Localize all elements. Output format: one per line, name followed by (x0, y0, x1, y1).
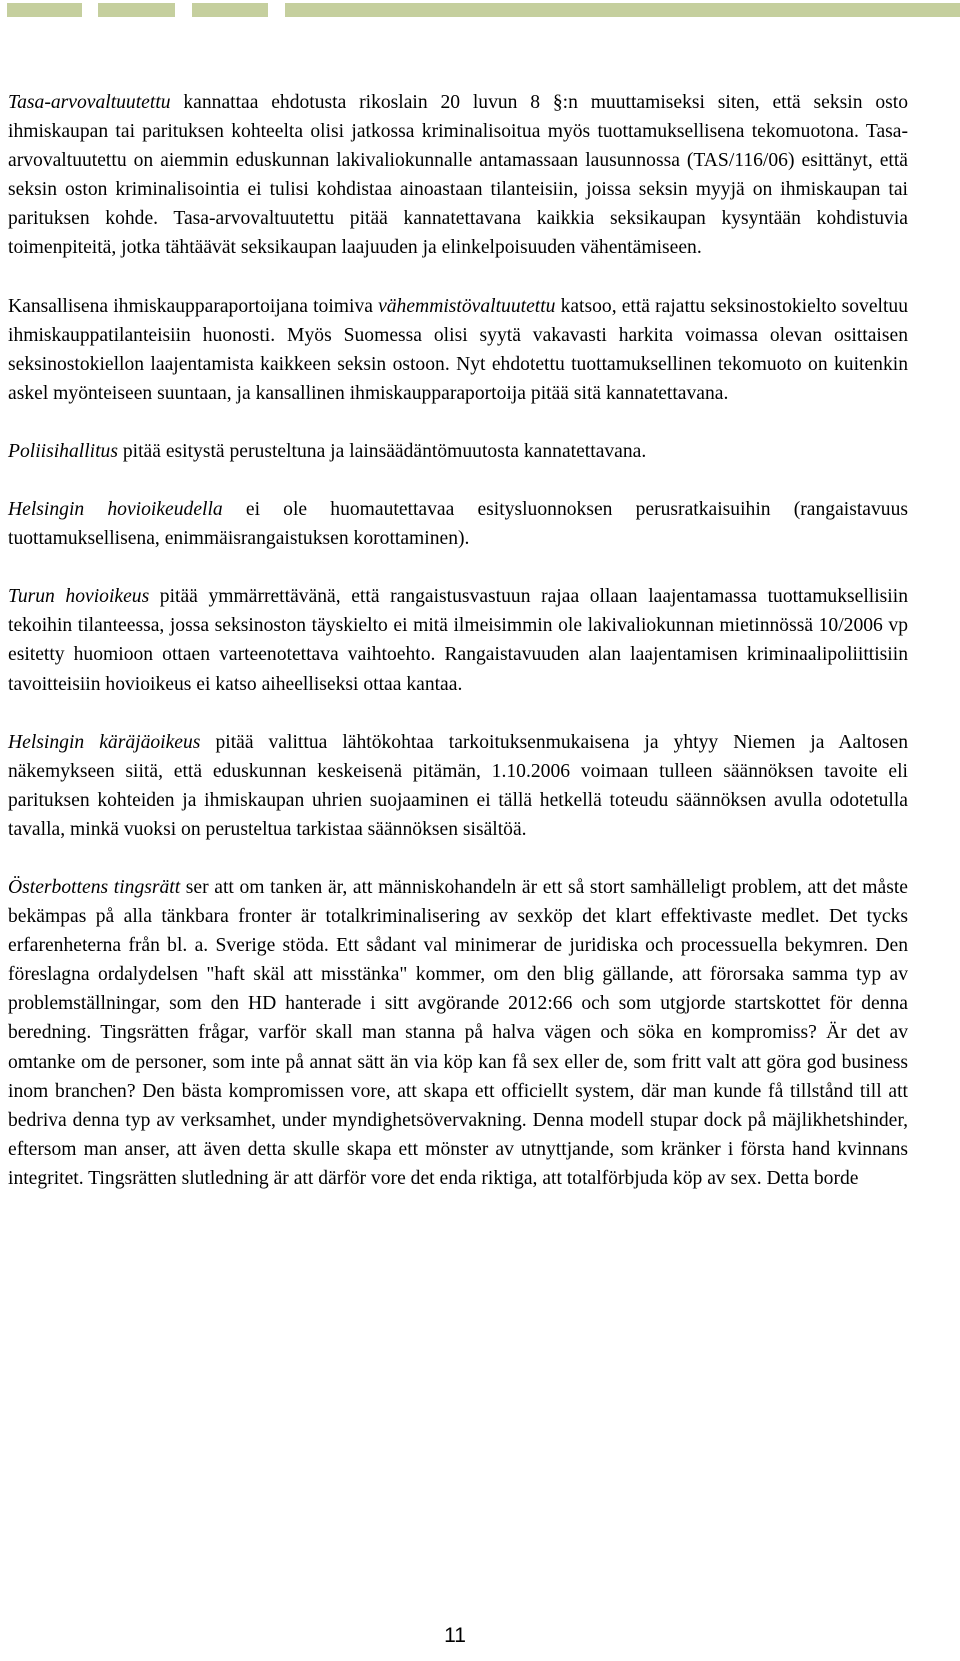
header-bar (98, 3, 175, 17)
paragraph-text: kannattaa ehdotusta rikoslain 20 luvun 8 §:n muuttamiseksi siten, että seksin osto ihmiskaupan tai parituksen kohteelta olisi jatkossa kriminalisoitua myös tuottamuksellisena tekomuotona. Tasa-arvovaltuutettu on aiemmin eduskunnan lakivaliokunnalle antamassaan lausunnossa (TAS/116/06) esittänyt, että seksin oston kriminalisointia ei tulisi kohdistaa ainoastaan tilanteisiin, joissa seksin myyjä on ihmiskaupan tai parituksen kohde. Tasa-arvovaltuutettu pitää kannatettavana kaikkia seksikaupan kysyntään kohdistuvia toimenpiteitä, jotka tähtäävät seksikaupan laajuuden ja elinkelpoisuuden vähentämiseen. (8, 92, 908, 259)
paragraph-lead: Tasa-arvovaltuutettu (8, 92, 171, 113)
header-bar (285, 3, 960, 17)
header-bar (192, 3, 268, 17)
document-body (8, 88, 908, 1193)
paragraph-text: ser att om tanken är, att människohandeln är ett så stort samhälleligt problem, att det måste bekämpas på alla tänkbara fronter är totalkriminalisering av sexköp det klart effektivaste medlet. Det tycks erfarenheterna från bl. a. Sverige stöda. Ett sådant val minimerar de juridiska och processuella bekymren. Den föreslagna ordalydelsen "haft skäl att misstänka" kommer, om den blig gällande, att förorsaka samma typ av problemställningar, som den HD hanterade i sitt avgörande 2012:66 och som utgjorde startskottet för denna beredning. Tingsrätten frågar, varför skall man stanna på halva vägen och söka en kompromiss? Är det av omtanke om de personer, som inte på annat sätt än via köp kan få sex eller de, som fritt valt att göra god business inom branchen? Den bästa kompromissen vore, att skapa ett officiellt system, där man kunde få tillstånd till att bedriva denna typ av verksamhet, under myndighetsövervakning. Denna modell stupar dock på mäjlikhetshinder, eftersom man anser, att även detta skulle skapa ett mönster av utnyttjande, som kränker i första hand kvinnans integritet. Tingsrätten slutledning är att därför vore det enda riktiga, att totalförbjuda köp av sex. Detta borde (8, 876, 908, 1189)
paragraph-turun-hovioikeus (8, 582, 908, 698)
page-number: 11 (444, 1624, 466, 1647)
paragraph-lead: Turun hovioikeus (8, 586, 150, 608)
paragraph-text: pitää esitystä perusteltuna ja lainsäädäntömuutosta kannatettavana. (117, 440, 647, 462)
paragraph-lead: Poliisihallitus (8, 440, 118, 462)
paragraph-text: pitää valittua lähtökohtaa tarkoituksenmukaisena ja yhtyy Niemen ja Aaltosen näkemykseen siitä, että eduskunnan keskeisenä pitämän, 1.10.2006 voimaan tulleen säännöksen tavoite eli parituksen kohteiden ja ihmiskaupan uhrien suojaaminen ei tällä hetkellä toteudu säännöksen avulla odotetulla tavalla, minkä vuoksi on perusteltua tarkistaa säännöksen sisältöä. (8, 731, 908, 840)
paragraph-helsingin-karajaoikeus (8, 728, 908, 844)
paragraph-lead: Helsingin hovioikeudella (8, 499, 223, 521)
paragraph-helsingin-hovioikeus (8, 495, 908, 553)
paragraph-vahemmistovaltuutettu (8, 292, 908, 408)
paragraph-lead: Helsingin käräjäoikeus (8, 731, 201, 753)
paragraph-osterbottens-tingsratt (8, 873, 908, 1193)
paragraph-text: ei ole huomautettavaa esitysluonnoksen perusratkaisuihin (rangaistavuus tuottamuksellisena, enimmäisrangaistuksen korottaminen). (8, 499, 908, 550)
paragraph-pre: Kansallisena ihmiskaupparaportoijana toimiva (8, 295, 379, 317)
paragraph-text: katsoo, että rajattu seksinostokielto soveltuu ihmiskauppatilanteisiin huonosti. Myös Suomessa olisi syytä vakavasti harkita voimassa olevan osittaisen seksinostokiellon laajentamista kaikkeen seksin ostoon. Nyt ehdotettu tuottamuksellinen tekomuoto on kuitenkin askel myönteiseen suuntaan, ja kansallinen ihmiskaupparaportoija pitää sitä kannatettavana. (8, 295, 908, 404)
paragraph-text: pitää ymmärrettävänä, että rangaistusvastuun rajaa ollaan laajentamassa tuottamuksellisiin tekoihin tilanteessa, jossa seksinoston täyskielto ei mitä ilmeisimmin ole lakivaliokunnan mietinnössä 10/2006 vp esitetty huomioon ottaen varteenotettava vaihtoehto. Rangaistavuuden alan laajentamisen kriminaalipoliittisiin tavoitteisiin hovioikeus ei katso aiheelliseksi ottaa kantaa. (8, 586, 908, 695)
paragraph-lead: Österbottens tingsrätt (8, 876, 181, 898)
paragraph-tasa-arvovaltuutettu (8, 88, 908, 263)
paragraph-poliisihallitus (8, 437, 908, 466)
header-bar (7, 3, 82, 17)
header-decoration (0, 3, 960, 17)
paragraph-emphasis: vähemmistövaltuutettu (378, 295, 556, 317)
